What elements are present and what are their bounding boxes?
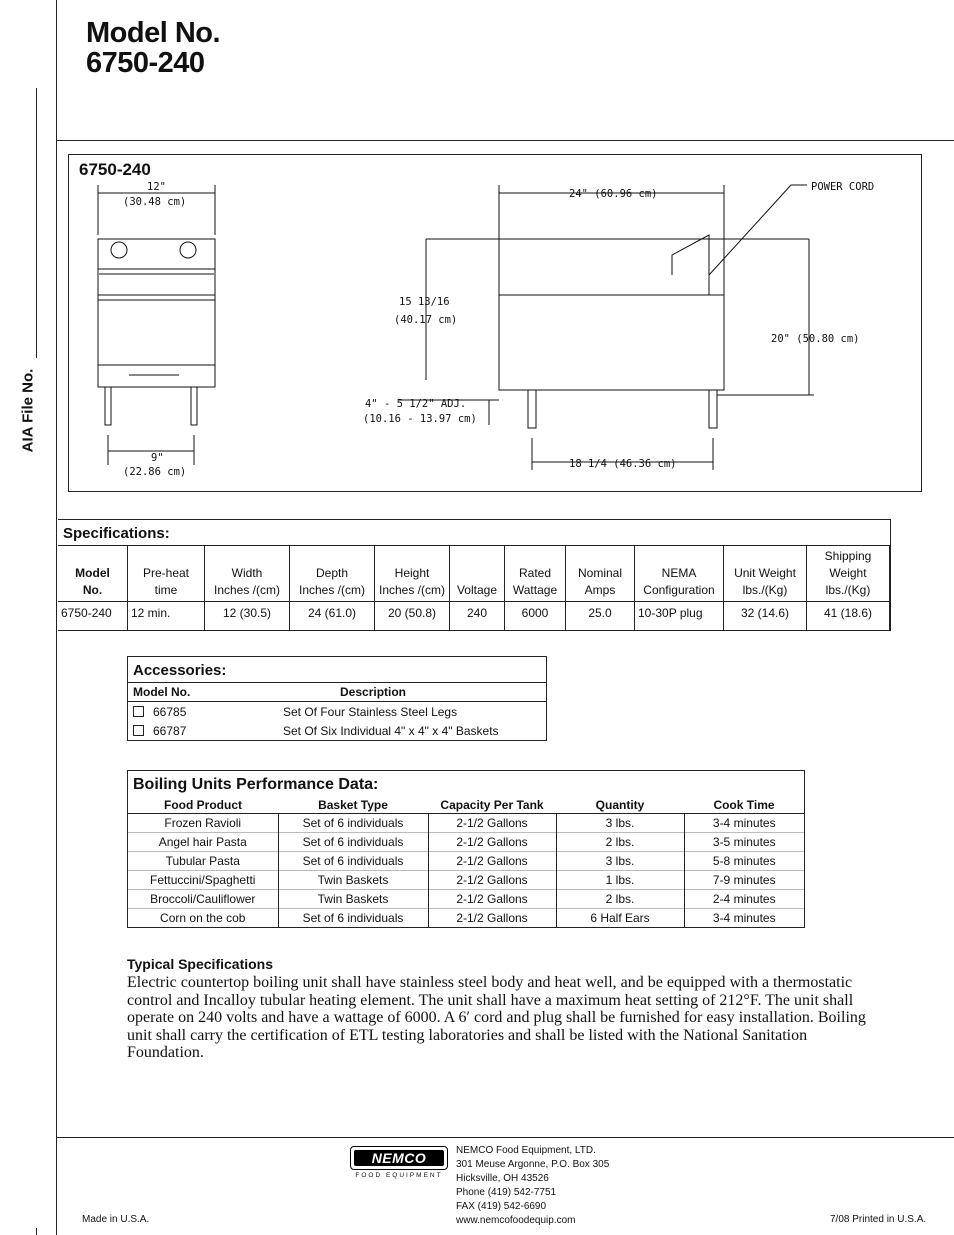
dim-width-cm: (30.48 cm) (123, 196, 187, 208)
page-title (86, 18, 220, 78)
dim-depth: 24" (60.96 cm) (569, 188, 658, 200)
accessories-heading: Accessories: (133, 662, 227, 679)
nemco-logo (350, 1146, 448, 1179)
footer-divider (57, 1137, 954, 1138)
dimension-drawing (68, 154, 922, 492)
table-row: 6750-240 12 min. 12 (30.5) 24 (61.0) 20 (50.8) 240 6000 25.0 10-30P plug 32 (14.6) 41 (18.6) (58, 602, 890, 631)
table-row: Angel hair Pasta Set of 6 individuals 2-1/2 Gallons 2 lbs. 3-5 minutes (128, 833, 804, 852)
spec-col-wattage: Rated Wattage (505, 546, 566, 602)
title-line-2: 6750-240 (86, 47, 205, 79)
table-row: Fettuccini/Spaghetti Twin Baskets 2-1/2 Gallons 1 lbs. 7-9 minutes (128, 871, 804, 890)
checkbox-66787[interactable] (133, 725, 144, 736)
made-in: Made in U.S.A. (82, 1214, 150, 1225)
website-link[interactable]: www.nemcofoodequip.com (456, 1215, 576, 1226)
specifications-heading: Specifications: (63, 525, 170, 542)
power-cord-label: POWER CORD (811, 181, 875, 193)
spec-col-width: Width Inches /(cm) (205, 546, 290, 602)
dim-width: 12" (147, 181, 166, 193)
acc-col-desc: Description (278, 683, 546, 702)
company-address: NEMCO Food Equipment, LTD. 301 Meuse Argonne, P.O. Box 305 Hicksville, OH 43526 Phone (419) 542-7751 FAX (419) 542-6690 www.nemcofoodequip.com (456, 1145, 610, 1226)
acc-col-model: Model No. (128, 683, 278, 702)
table-row: Broccoli/Cauliflower Twin Baskets 2-1/2 Gallons 2 lbs. 2-4 minutes (128, 890, 804, 909)
margin-rule (56, 0, 57, 1235)
spec-col-depth: Depth Inches /(cm) (290, 546, 375, 602)
dim-height-1-cm: (40.17 cm) (394, 314, 458, 326)
dim-height-1: 15 13/16 (399, 296, 450, 308)
perf-col-quantity: Quantity (556, 796, 684, 814)
dim-base-side: 18 1/4 (46.36 cm) (569, 458, 677, 470)
typical-specifications (127, 956, 875, 1062)
dim-height-2: 20" (50.80 cm) (771, 333, 860, 345)
specifications-table (58, 519, 891, 631)
spec-col-model: Model No. (58, 546, 128, 602)
list-item: 66785 Set Of Four Stainless Steel Legs (128, 702, 546, 722)
dim-legs-cm: (10.16 - 13.97 cm) (363, 413, 477, 425)
perf-col-capacity: Capacity Per Tank (428, 796, 556, 814)
dim-base: 9" (151, 452, 164, 464)
print-date: 7/08 Printed in U.S.A. (830, 1214, 927, 1225)
typical-text: Electric countertop boiling unit shall have stainless steel body and heat well, and be equipped with a thermostatic control and Incalloy tubular heating element. The unit shall have a maximum heat setting of 212°F. The unit shall operate on 240 volts and have a wattage of 6000. A 6′ cord and plug shall be furnished for easy installation. Boiling unit shall carry the certification of ETL testing laboratories and shall be listed with the National Sanitation Foundation. (127, 974, 866, 1061)
perf-col-cooktime: Cook Time (684, 796, 804, 814)
dim-base-cm: (22.86 cm) (123, 466, 187, 478)
table-row: Corn on the cob Set of 6 individuals 2-1/2 Gallons 6 Half Ears 3-4 minutes (128, 909, 804, 928)
perf-col-basket: Basket Type (278, 796, 428, 814)
performance-table (127, 770, 805, 928)
dim-legs: 4" - 5 1/2" ADJ. (365, 398, 467, 410)
typical-heading: Typical Specifications (127, 956, 274, 972)
spec-col-amps: Nominal Amps (566, 546, 635, 602)
spec-col-voltage: Voltage (450, 546, 505, 602)
spec-col-preheat: Pre-heat time (128, 546, 205, 602)
drawing-model: 6750-240 (79, 160, 151, 179)
divider (57, 140, 954, 141)
table-row: Frozen Ravioli Set of 6 individuals 2-1/2 Gallons 3 lbs. 3-4 minutes (128, 814, 804, 833)
table-row: Tubular Pasta Set of 6 individuals 2-1/2 Gallons 3 lbs. 5-8 minutes (128, 852, 804, 871)
file-number-line (36, 88, 37, 358)
perf-col-food: Food Product (128, 796, 278, 814)
list-item: 66787 Set Of Six Individual 4" x 4" x 4" Baskets (128, 721, 546, 740)
title-line-1: Model No. (86, 17, 221, 49)
spec-col-unit-weight: Unit Weight lbs./(Kg) (724, 546, 807, 602)
spec-col-shipping-weight: Shipping Weight lbs./(Kg) (807, 546, 890, 602)
accessories-table (127, 656, 547, 741)
drawing-svg (69, 155, 921, 491)
logo-text: NEMCO (354, 1150, 444, 1166)
spec-col-nema: NEMA Configuration (635, 546, 724, 602)
margin-tick (36, 1228, 37, 1235)
spec-col-height: Height Inches /(cm) (375, 546, 450, 602)
performance-heading: Boiling Units Performance Data: (133, 776, 379, 793)
aia-file-label: AIA File No. (19, 368, 37, 453)
checkbox-66785[interactable] (133, 706, 144, 717)
logo-subtitle: FOOD EQUIPMENT (355, 1172, 443, 1179)
